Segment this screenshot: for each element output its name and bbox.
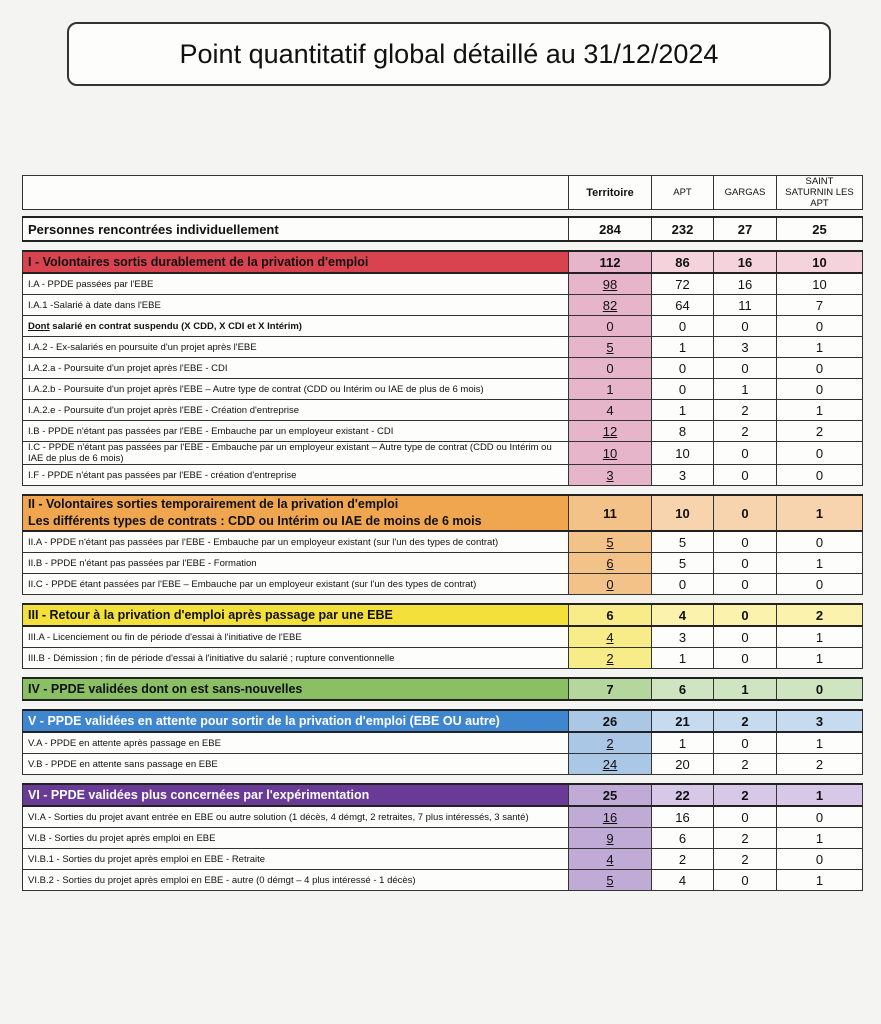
table-row [23,732,863,754]
row-value-1: 4 [652,870,714,891]
row-label: II.A - PPDE n'étant pas passées par l'EBE - Embauche par un employeur existant (sur l'un des types de contrat) [23,531,569,553]
section-value-0: 112 [569,251,652,273]
row-value-2: 0 [714,806,777,828]
column-header-apt: APT [652,176,714,210]
row-value-3: 1 [777,648,863,669]
persons-label: Personnes rencontrées individuellement [23,217,569,241]
row-value-1: 0 [652,358,714,379]
table-row [23,806,863,828]
table-row [23,574,863,595]
row-value-1: 0 [652,316,714,337]
row-label: II.C - PPDE étant passées par l'EBE – Embauche par un employeur existant (sur l'un des types de contrat) [23,574,569,595]
row-label: V.A - PPDE en attente après passage en EBE [23,732,569,754]
section-header-v [23,710,863,732]
row-label: I.C - PPDE n'étant pas passées par l'EBE - Embauche par un employeur existant – Autre type de contrat (CDD ou Intérim ou IAE de plus de 6 mois) [23,442,569,465]
row-value-3: 1 [777,400,863,421]
summary-table [22,175,863,891]
row-value-0: 12 [569,421,652,442]
section-value-1: 6 [652,678,714,700]
row-value-2: 0 [714,465,777,486]
row-value-0: 10 [569,442,652,465]
section-label: I - Volontaires sortis durablement de la privation d'emploi [23,251,569,273]
row-value-0: 4 [569,626,652,648]
row-value-0: 4 [569,400,652,421]
row-value-2: 0 [714,358,777,379]
row-value-2: 11 [714,295,777,316]
section-value-1: 4 [652,604,714,626]
row-label: I.A.2 - Ex-salariés en poursuite d'un projet après l'EBE [23,337,569,358]
persons-value-gargas: 27 [714,217,777,241]
row-value-3: 0 [777,358,863,379]
row-value-0: 82 [569,295,652,316]
row-label-text: salarié en contrat suspendu (X CDD, X CDI et X Intérim) [49,320,302,332]
row-value-1: 0 [652,574,714,595]
section-label: VI - PPDE validées plus concernées par l'expérimentation [23,784,569,806]
row-value-1: 72 [652,273,714,295]
row-label: V.B - PPDE en attente sans passage en EBE [23,754,569,775]
persons-value-saint-saturnin: 25 [777,217,863,241]
row-value-3: 1 [777,337,863,358]
row-label-prefix: Dont [28,320,50,332]
row-value-3: 1 [777,828,863,849]
row-value-1: 0 [652,379,714,400]
persons-value-territoire: 284 [569,217,652,241]
section-value-2: 1 [714,678,777,700]
table-row [23,870,863,891]
table-row [23,442,863,465]
row-value-1: 8 [652,421,714,442]
section-value-1: 21 [652,710,714,732]
row-value-0: 98 [569,273,652,295]
row-value-3: 0 [777,806,863,828]
row-value-2: 2 [714,400,777,421]
row-label: I.A.1 -Salarié à date dans l'EBE [23,295,569,316]
row-value-0: 9 [569,828,652,849]
table-row [23,465,863,486]
table-row [23,553,863,574]
table-row [23,358,863,379]
row-value-1: 1 [652,337,714,358]
column-header-gargas: GARGAS [714,176,777,210]
section-subtitle: Les différents types de contrats : CDD ou Intérim ou IAE de moins de 6 mois [28,514,482,528]
row-value-3: 10 [777,273,863,295]
row-value-2: 0 [714,316,777,337]
row-value-2: 2 [714,421,777,442]
row-value-1: 5 [652,553,714,574]
section-value-0: 11 [569,495,652,531]
section-value-2: 0 [714,604,777,626]
row-value-3: 7 [777,295,863,316]
row-label: III.B - Démission ; fin de période d'essai à l'initiative du salarié ; rupture conventionnelle [23,648,569,669]
table-row [23,849,863,870]
table-row [23,316,863,337]
row-value-2: 0 [714,531,777,553]
row-label: I.B - PPDE n'étant pas passées par l'EBE - Embauche par un employeur existant - CDI [23,421,569,442]
row-label: I.F - PPDE n'étant pas passées par l'EBE - création d'entreprise [23,465,569,486]
persons-row [23,217,863,241]
column-header-territoire: Territoire [569,176,652,210]
row-value-0: 16 [569,806,652,828]
row-value-3: 1 [777,732,863,754]
section-value-3: 1 [777,495,863,531]
row-value-2: 0 [714,732,777,754]
row-value-1: 3 [652,626,714,648]
row-value-0: 0 [569,316,652,337]
section-label: III - Retour à la privation d'emploi après passage par une EBE [23,604,569,626]
section-label [23,495,569,531]
table-row [23,379,863,400]
header-blank [23,176,569,210]
row-value-1: 10 [652,442,714,465]
header-row [23,176,863,210]
table-row [23,648,863,669]
row-value-0: 5 [569,870,652,891]
row-value-0: 3 [569,465,652,486]
row-value-1: 20 [652,754,714,775]
section-value-1: 22 [652,784,714,806]
row-value-2: 2 [714,849,777,870]
row-value-3: 0 [777,316,863,337]
persons-value-apt: 232 [652,217,714,241]
section-value-0: 25 [569,784,652,806]
row-value-3: 2 [777,754,863,775]
row-value-2: 0 [714,553,777,574]
row-value-0: 6 [569,553,652,574]
table-row [23,295,863,316]
row-value-0: 0 [569,574,652,595]
section-header-iii [23,604,863,626]
row-label: VI.B - Sorties du projet après emploi en EBE [23,828,569,849]
table-row [23,337,863,358]
row-value-1: 1 [652,648,714,669]
row-label: VI.B.1 - Sorties du projet après emploi en EBE - Retraite [23,849,569,870]
section-value-0: 7 [569,678,652,700]
table-row [23,754,863,775]
row-label: I.A.2.a - Poursuite d'un projet après l'EBE - CDI [23,358,569,379]
page-title-box [67,22,831,86]
table-row [23,273,863,295]
row-label [23,316,569,337]
section-value-3: 0 [777,678,863,700]
section-value-1: 86 [652,251,714,273]
section-header-iv [23,678,863,700]
row-value-1: 3 [652,465,714,486]
row-value-3: 1 [777,553,863,574]
row-value-0: 5 [569,337,652,358]
page-title: Point quantitatif global détaillé au 31/12/2024 [179,38,719,69]
row-value-2: 0 [714,442,777,465]
section-header-ii [23,495,863,531]
row-value-2: 0 [714,626,777,648]
table-row [23,828,863,849]
row-value-2: 2 [714,828,777,849]
row-value-3: 0 [777,849,863,870]
section-value-2: 16 [714,251,777,273]
row-label: I.A.2.e - Poursuite d'un projet après l'EBE - Création d'entreprise [23,400,569,421]
row-value-1: 5 [652,531,714,553]
section-value-3: 2 [777,604,863,626]
row-value-0: 0 [569,358,652,379]
row-value-1: 6 [652,828,714,849]
section-value-3: 3 [777,710,863,732]
row-value-2: 16 [714,273,777,295]
section-value-3: 10 [777,251,863,273]
row-value-3: 1 [777,870,863,891]
section-value-3: 1 [777,784,863,806]
row-value-1: 64 [652,295,714,316]
section-header-i [23,251,863,273]
row-label: VI.B.2 - Sorties du projet après emploi en EBE - autre (0 démgt – 4 plus intéressé - 1 décès) [23,870,569,891]
row-value-3: 2 [777,421,863,442]
table-row [23,421,863,442]
row-value-2: 0 [714,574,777,595]
section-title: II - Volontaires sorties temporairement de la privation d'emploi [28,497,399,511]
section-header-vi [23,784,863,806]
section-value-2: 0 [714,495,777,531]
column-header-saint-saturnin: SAINT SATURNIN LES APT [777,176,863,210]
section-value-0: 6 [569,604,652,626]
table-row [23,626,863,648]
row-value-0: 4 [569,849,652,870]
row-label: I.A - PPDE passées par l'EBE [23,273,569,295]
section-value-0: 26 [569,710,652,732]
row-value-2: 2 [714,754,777,775]
row-value-3: 1 [777,626,863,648]
row-value-1: 2 [652,849,714,870]
section-label: V - PPDE validées en attente pour sortir de la privation d'emploi (EBE OU autre) [23,710,569,732]
row-value-1: 1 [652,400,714,421]
row-label: III.A - Licenciement ou fin de période d'essai à l'initiative de l'EBE [23,626,569,648]
row-label: VI.A - Sorties du projet avant entrée en EBE ou autre solution (1 décès, 4 démgt, 2 retraites, 7 plus intéressés, 3 santé) [23,806,569,828]
section-label: IV - PPDE validées dont on est sans-nouvelles [23,678,569,700]
row-value-0: 2 [569,648,652,669]
row-value-3: 0 [777,442,863,465]
table-row [23,531,863,553]
row-value-0: 5 [569,531,652,553]
row-value-2: 0 [714,870,777,891]
row-value-2: 0 [714,648,777,669]
section-value-2: 2 [714,784,777,806]
row-value-1: 1 [652,732,714,754]
row-value-2: 3 [714,337,777,358]
table-row [23,400,863,421]
row-value-1: 16 [652,806,714,828]
row-value-0: 24 [569,754,652,775]
row-value-2: 1 [714,379,777,400]
row-label: II.B - PPDE n'étant pas passées par l'EBE - Formation [23,553,569,574]
row-label: I.A.2.b - Poursuite d'un projet après l'EBE – Autre type de contrat (CDD ou Intérim ou IAE de plus de 6 mois) [23,379,569,400]
row-value-0: 1 [569,379,652,400]
row-value-3: 0 [777,531,863,553]
row-value-0: 2 [569,732,652,754]
row-value-3: 0 [777,465,863,486]
section-value-2: 2 [714,710,777,732]
row-value-3: 0 [777,574,863,595]
row-value-3: 0 [777,379,863,400]
section-value-1: 10 [652,495,714,531]
